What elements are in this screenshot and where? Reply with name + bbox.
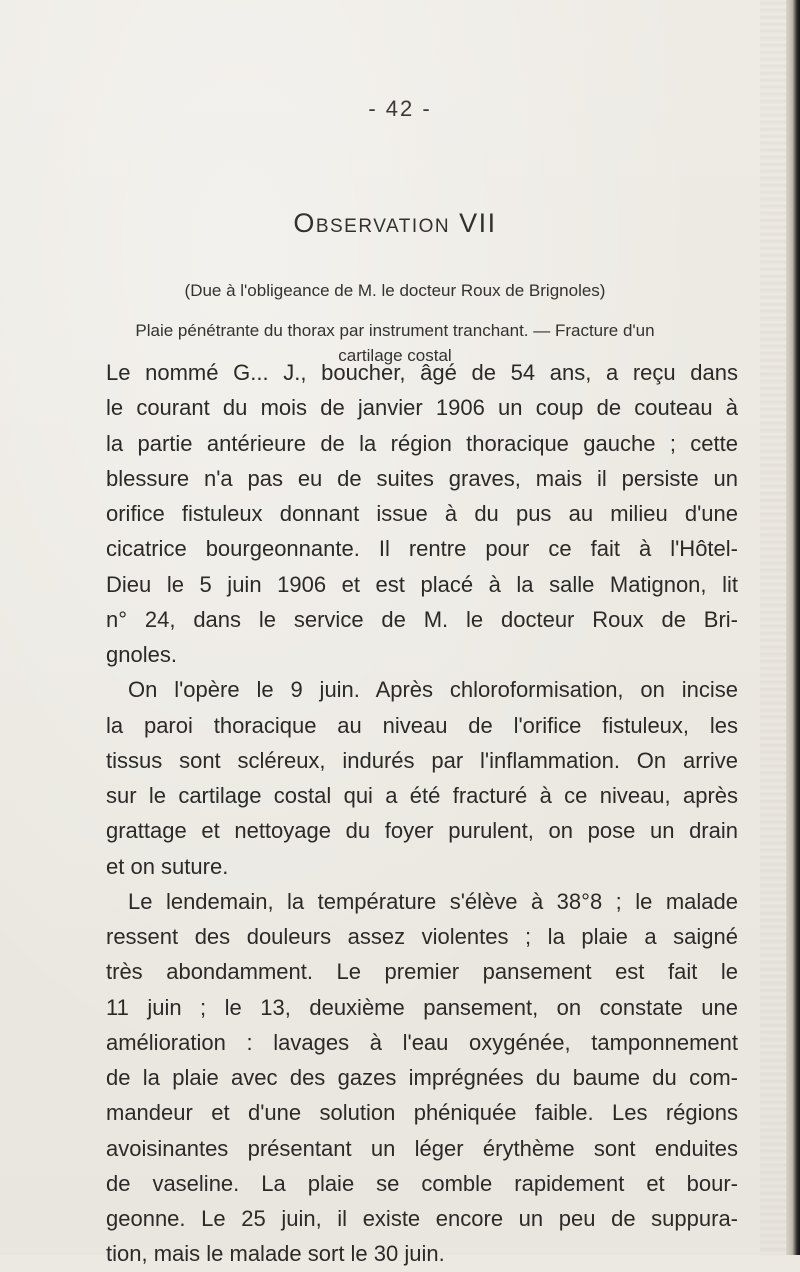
subtitle-diagnosis-line-1: Plaie pénétrante du thorax par instrument tranchant. — Fracture d'un	[135, 321, 655, 340]
body-line: Dieu le 5 juin 1906 et est placé à la salle Matignon, lit	[106, 571, 738, 597]
body-line: mandeur et d'une solution phéniquée faible. Les régions	[106, 1100, 738, 1126]
body-line: blessure n'a pas eu de suites graves, mais il persiste un	[106, 465, 738, 491]
body-line: n° 24, dans le service de M. le docteur Roux de Bri-	[106, 606, 738, 632]
body-line: cicatrice bourgeonnante. Il rentre pour ce fait à l'Hôtel-	[106, 536, 738, 562]
body-line: très abondamment. Le premier pansement est fait le	[106, 959, 738, 985]
subtitle-attribution: (Due à l'obligeance de M. le docteur Roux de Brignoles)	[184, 281, 606, 300]
body-line: amélioration : lavages à l'eau oxygénée, tamponnement	[106, 1029, 738, 1055]
body-line: de la plaie avec des gazes imprégnées du baume du com-	[106, 1065, 738, 1090]
body-line: Le nommé G... J., boucher, âgé de 54 ans, a reçu dans	[106, 360, 738, 385]
subtitle-diagnosis-line-2: cartilage costal	[338, 346, 452, 365]
body-line: le courant du mois de janvier 1906 un coup de couteau à	[106, 395, 738, 421]
body-line: et on suture.	[106, 853, 229, 879]
body-line: orifice fistuleux donnant issue à du pus au milieu d'une	[106, 501, 738, 526]
body-text	[106, 355, 738, 1272]
body-line: de vaseline. La plaie se comble rapidement et bour-	[106, 1170, 738, 1196]
observation-heading: Observation VII	[293, 208, 497, 238]
body-line: tissus sont scléreux, indurés par l'inflammation. On arrive	[106, 747, 738, 773]
body-line: gnoles.	[106, 642, 177, 667]
body-line: 11 juin ; le 13, deuxième pansement, on constate une	[106, 994, 738, 1020]
body-line: la partie antérieure de la région thoracique gauche ; cette	[106, 430, 738, 456]
page-binding-edge	[786, 0, 800, 1255]
body-line: tion, mais le malade sort le 30 juin.	[106, 1241, 445, 1267]
body-line: ressent des douleurs assez violentes ; la plaie a saigné	[106, 924, 738, 949]
body-line: avoisinantes présentant un léger érythème sont enduites	[106, 1135, 738, 1161]
page-number: - 42 -	[368, 96, 432, 121]
body-line: geonne. Le 25 juin, il existe encore un peu de suppura-	[106, 1206, 738, 1231]
body-line: la paroi thoracique au niveau de l'orifice fistuleux, les	[106, 712, 738, 738]
body-line: On l'opère le 9 juin. Après chloroformisation, on incise	[128, 677, 738, 703]
body-line: sur le cartilage costal qui a été fracturé à ce niveau, après	[106, 783, 738, 808]
body-line: Le lendemain, la température s'élève à 38°8 ; le malade	[128, 888, 738, 914]
body-line: grattage et nettoyage du foyer purulent, on pose un drain	[106, 818, 738, 844]
